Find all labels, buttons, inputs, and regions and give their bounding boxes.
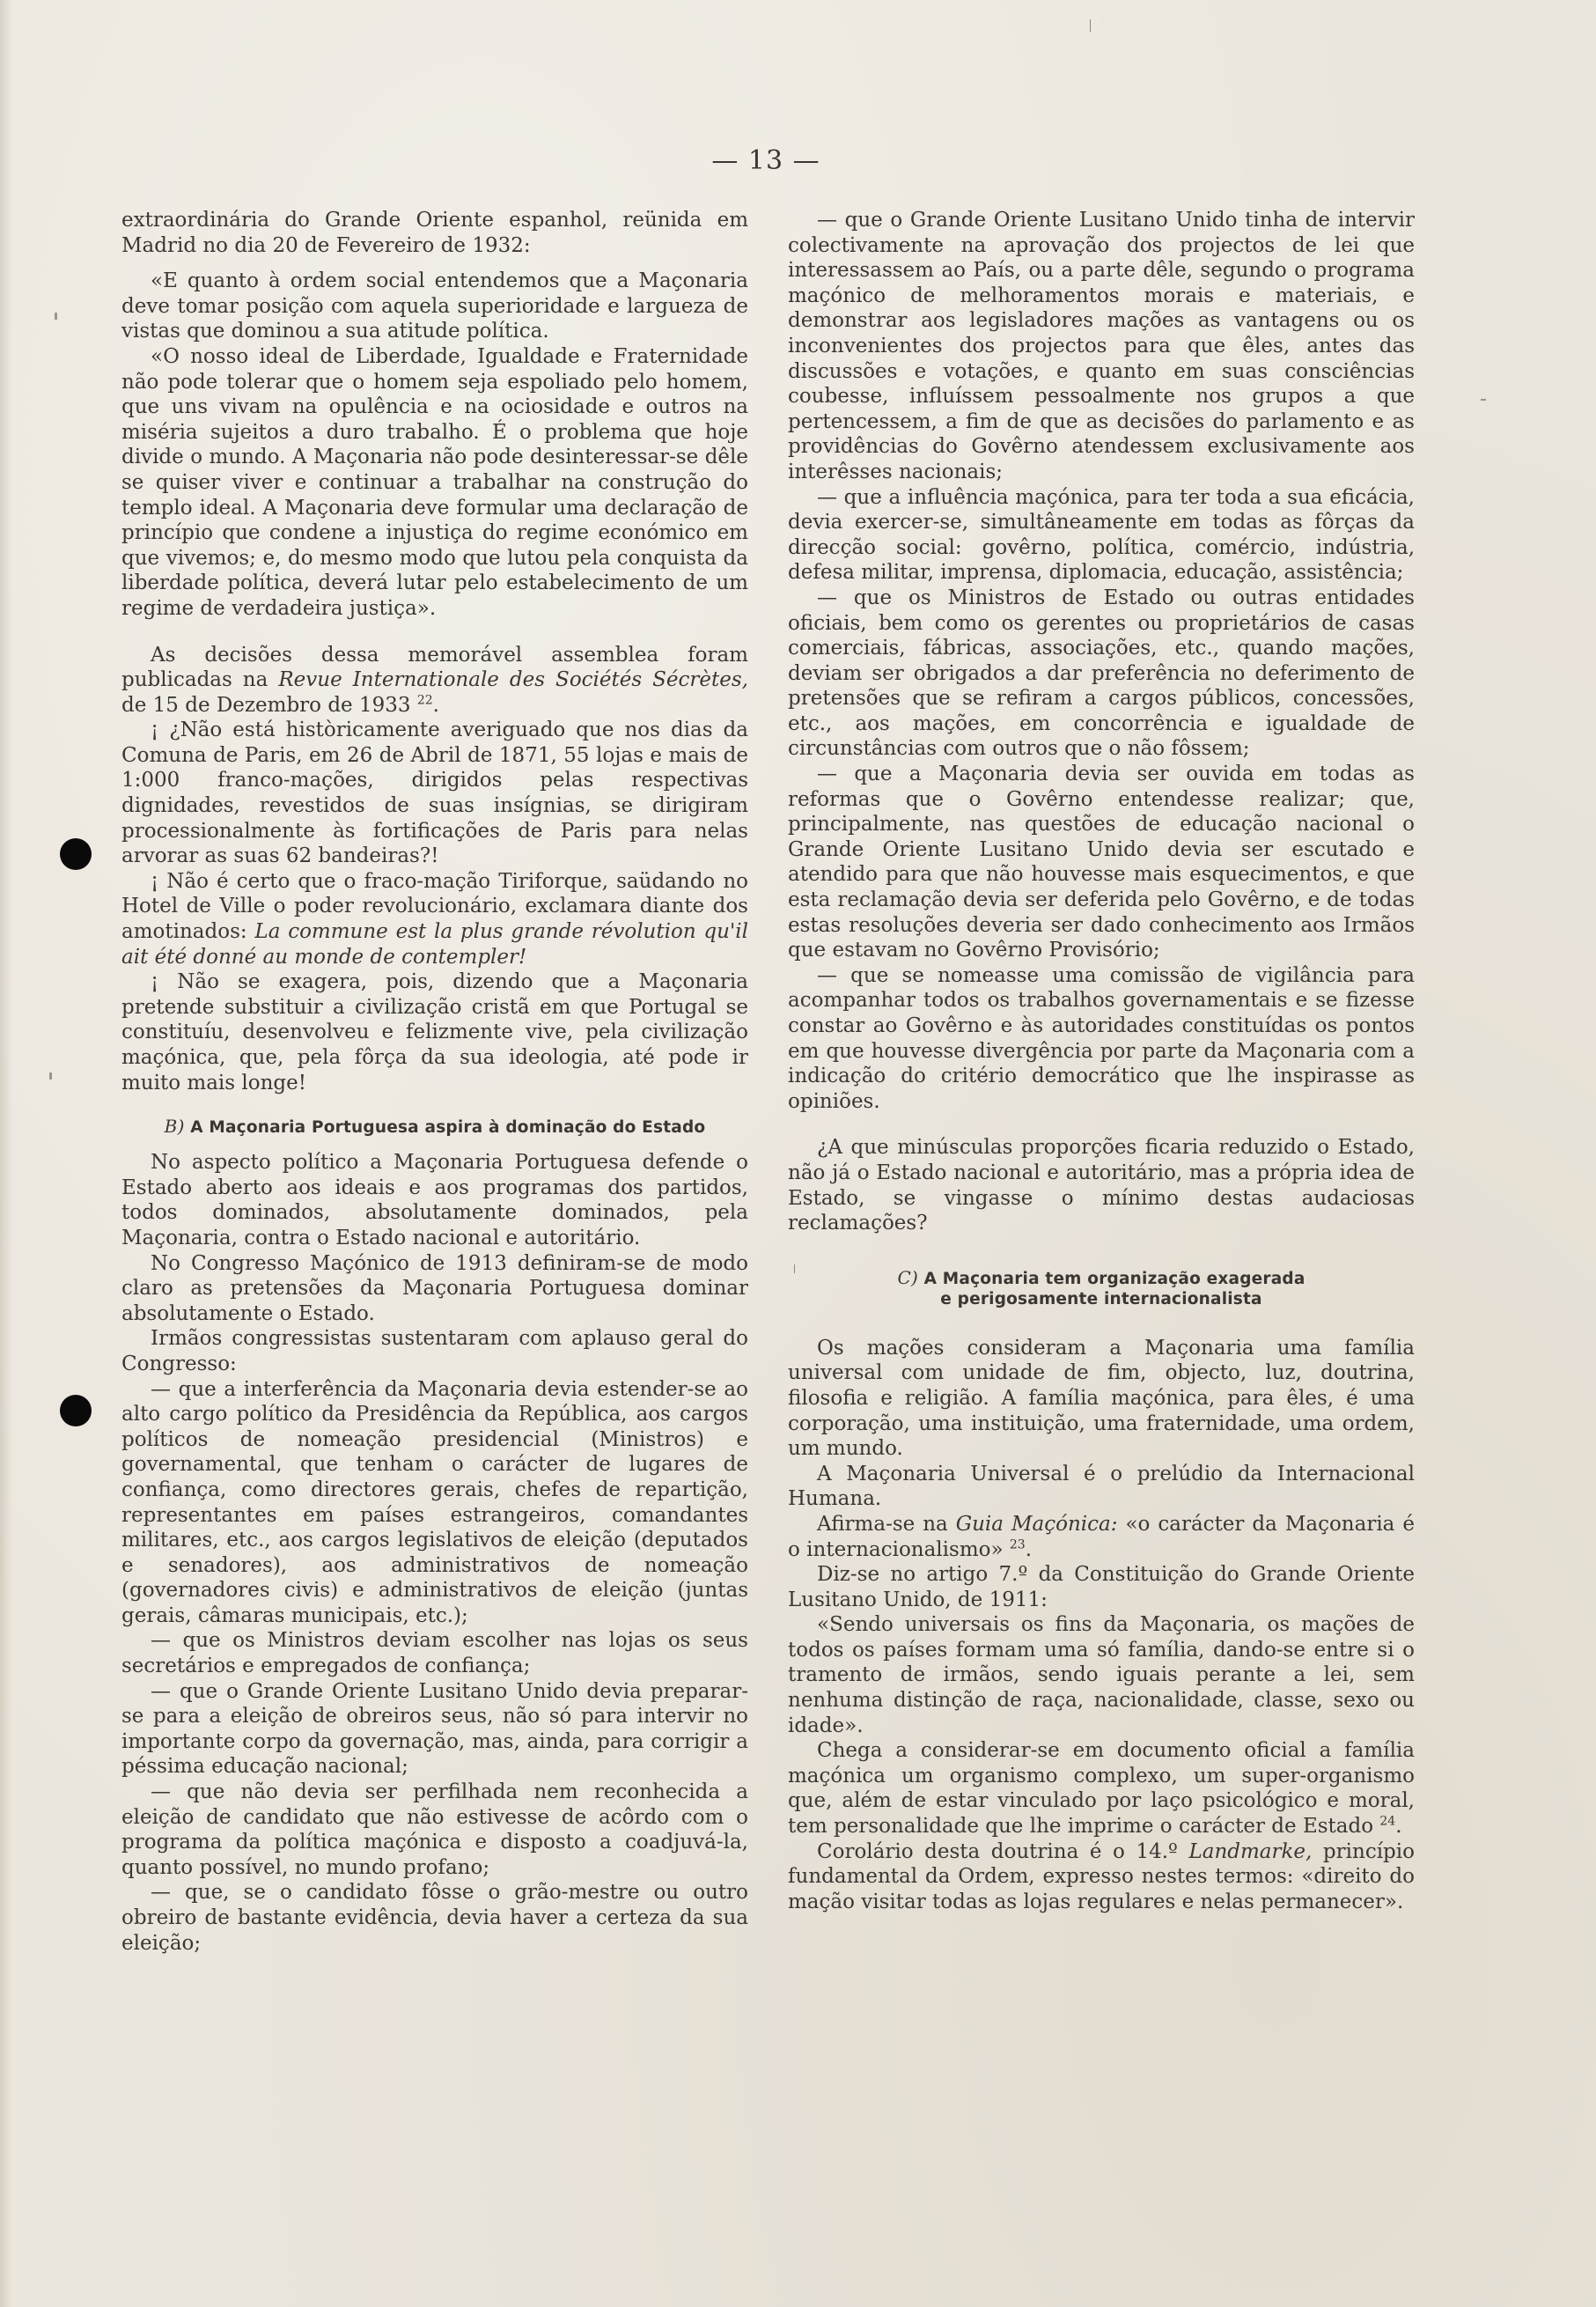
punch-hole-top: [60, 838, 92, 870]
section-heading-c: C) A Maçonaria tem organização exagerada e perigosamente internacionalista: [897, 1266, 1305, 1308]
paper-speck: [55, 313, 57, 320]
paragraph: ¿A que minúsculas proporções ficaria reduzido o Estado, não já o Estado nacional e autoritário, mas a própria idea de Estado, se vingasse o mínimo destas audaciosas reclamações?: [788, 1136, 1415, 1235]
page-edge-shadow: [0, 0, 12, 2307]
paragraph: Irmãos congressistas sustentaram com aplauso geral do Congresso:: [121, 1327, 748, 1375]
paragraph: Diz-se no artigo 7.º da Constituição do Grande Oriente Lusitano Unido, de 1911:: [788, 1563, 1415, 1611]
list-item: — que não devia ser perfilhada nem reconhecida a eleição de candidato que não estivesse de acôrdo com o programa da política maçónica e disposto a coadjuvá-la, quanto possível, no mundo profano;: [121, 1780, 748, 1879]
paragraph: extraordinária do Grande Oriente espanhol, reünida em Madrid no dia 20 de Fevereiro de 1932:: [121, 209, 748, 257]
list-item: — que os Ministros deviam escolher nas lojas os seus secretários e empregados de confiança;: [121, 1629, 748, 1678]
list-item: — que o Grande Oriente Lusitano Unido tinha de intervir colectivamente na aprovação dos projectos de lei que interessassem ao País, ou a parte dêle, segundo o programa maçónico de melhoramentos morais e materiais, e demonstrar aos legisladores mações as vantagens ou os inconvenientes dos projectos para que êles, antes das discussões e votações, e quanto em suas consciências coubesse, influíssem pessoalmente nos grupos a que pertencessem, a fim de que as decisões do parlamento e as providências do Govêrno atendessem exclusivamente aos interêsses nacionais;: [788, 209, 1415, 483]
punch-hole-bottom: [60, 1395, 92, 1426]
quote-paragraph: «O nosso ideal de Liberdade, Igualdade e Fraternidade não pode tolerar que o homem seja espoliado pelo homem, que uns vivam na opulência e na ociosidade e outros na miséria sujeitos a duro trabalho. É o problema que hoje divide o mundo. A Maçonaria não pode desinteressar-se dêle se quiser viver e continuar a trabalhar na construção do templo ideal. A Maçonaria deve formular uma declaração de princípio que condene a injustiça do regime económico em que vivemos; e, do mesmo modo que lutou pela conquista da liberdade política, deverá lutar pelo estabelecimento de um regime de verdadeira justiça».: [121, 344, 748, 620]
page-number: — 13 —: [711, 145, 820, 176]
paragraph: Os mações consideram a Maçonaria uma família universal com unidade de fim, objecto, luz, doutrina, filosofia e religião. A família maçónica, para êles, é uma corporação, uma instituição, uma fraternidade, uma ordem, um mundo.: [788, 1336, 1415, 1461]
list-item: — que, se o candidato fôsse o grão-mestre ou outro obreiro de bastante evidência, devia haver a certeza da sua eleição;: [121, 1881, 748, 1955]
list-item: — que se nomeasse uma comissão de vigilância para acompanhar todos os trabalhos governamentais e se fizesse constar ao Govêrno e às autoridades constituídas os pontos em que houvesse divergência por parte da Maçonaria com a indicação do critério democrático que lhe inspirasse as opiniões.: [788, 963, 1415, 1113]
section-heading-b: B) A Maçonaria Portuguesa aspira à dominação do Estado: [164, 1116, 706, 1138]
quote-paragraph: «E quanto à ordem social entendemos que a Maçonaria deve tomar posição com aquela superioridade e largueza de vistas que dominou a sua atitude política.: [121, 269, 748, 343]
paragraph: Chega a considerar-se em documento oficial a família maçónica um organismo complexo, um super-organismo que, além de estar vinculado por laço psicológico e moral, tem personalidade que lhe imprime o carácter de Estado $^{24}$.: [788, 1739, 1415, 1839]
paper-speck: [49, 1072, 52, 1080]
list-item: — que a influência maçónica, para ter toda a sua eficácia, devia exercer-se, simultâneamente em todas as fôrças da direcção social: govêrno, política, comércio, indústria, defesa militar, imprensa, diplomacia, educação, assistência;: [788, 485, 1415, 585]
list-item: — que o Grande Oriente Lusitano Unido devia preparar-se para a eleição de obreiros seus, não só para intervir no importante corpo da governação, mas, ainda, para corrigir a péssima educação nacional;: [121, 1679, 748, 1779]
paragraph: ¡ ¿Não está històricamente averiguado que nos dias da Comuna de Paris, em 26 de Abril de 1871, 55 lojas e mais de 1:000 franco-mações, dirigidos pelas respectivas dignidades, revestidos de suas insígnias, se dirigiram processionalmente às fortificações de Paris para nelas arvorar as suas 62 bandeiras?!: [121, 719, 748, 868]
list-item: — que a Maçonaria devia ser ouvida em todas as reformas que o Govêrno entendesse realizar; que, principalmente, nas questões de educação nacional o Grande Oriente Lusitano Unido devia ser escutado e atendido para que não houvesse mais esquecimentos, e que esta reclamação devia ser deferida pelo Govêrno, e de todas estas resoluções deveria ser dado conhecimento aos Irmãos que estavam no Govêrno Provisório;: [788, 763, 1415, 962]
paragraph: Corolário desta doutrina é o 14.º Landmarke, princípio fundamental da Ordem, expresso nestes termos: «direito do mação visitar todas as lojas regulares e nelas permanecer».: [788, 1839, 1415, 1913]
paragraph: ¡ Não se exagera, pois, dizendo que a Maçonaria pretende substituir a civilização cristã em que Portugal se constituíu, desenvolveu e felizmente vive, pela civilização maçónica, que, pela fôrça da sua ideologia, até pode ir muito mais longe!: [121, 970, 748, 1095]
paragraph: A Maçonaria Universal é o prelúdio da Internacional Humana.: [788, 1462, 1415, 1511]
paragraph: No Congresso Maçónico de 1913 definiram-se de modo claro as pretensões da Maçonaria Portuguesa dominar absolutamente o Estado.: [121, 1251, 748, 1325]
list-item: — que a interferência da Maçonaria devia estender-se ao alto cargo político da Presidência da República, aos cargos políticos de nomeação presidencial (Ministros) e governamental, que tenham o carácter de lugares de confiança, como directores gerais, chefes de repartição, representantes em países estrangeiros, comandantes militares, etc., aos cargos legislativos de eleição (deputados e senadores), aos administrativos de nomeação (governadores civis) e administrativos de eleição (juntas gerais, câmaras municipais, etc.);: [121, 1377, 748, 1627]
quote-paragraph: «Sendo universais os fins da Maçonaria, os mações de todos os países formam uma só família, dando-se entre si o tramento de irmãos, sendo iguais perante a lei, sem nenhuma distinção de raça, nacionalidade, classe, sexo ou idade».: [788, 1613, 1415, 1737]
paragraph: Afirma-se na Guia Maçónica: «o carácter da Maçonaria é o internacionalismo» $^{23}$.: [788, 1512, 1415, 1561]
paragraph: As decisões dessa memorável assemblea foram publicadas na Revue Internationale des Sociétés Sécrètes, de 15 de Dezembro de 1933 $^{22}$.: [121, 643, 748, 717]
paper-speck: [1481, 399, 1486, 401]
list-item: — que os Ministros de Estado ou outras entidades oficiais, bem como os gerentes ou proprietários de casas comerciais, fábricas, associações, etc., quando mações, deviam ser obrigados a dar preferência no deferimento de pretensões que se refiram a cargos públicos, concessões, etc., aos mações, em concorrência e igualdade de circunstâncias com outros que o não fôssem;: [788, 586, 1415, 761]
left-column: [121, 208, 748, 1956]
paper-speck: [1090, 19, 1091, 32]
paragraph: No aspecto político a Maçonaria Portuguesa defende o Estado aberto aos ideais e aos programas dos partidos, todos dominados, absolutamente dominados, pela Maçonaria, contra o Estado nacional e autoritário.: [121, 1151, 748, 1249]
paragraph: ¡ Não é certo que o fraco-mação Tiriforque, saüdando no Hotel de Ville o poder revolucionário, exclamara diante dos amotinados: La commune est la plus grande révolution qu'il ait été donné au monde de contempler!: [121, 869, 748, 969]
right-column: [788, 208, 1415, 1914]
